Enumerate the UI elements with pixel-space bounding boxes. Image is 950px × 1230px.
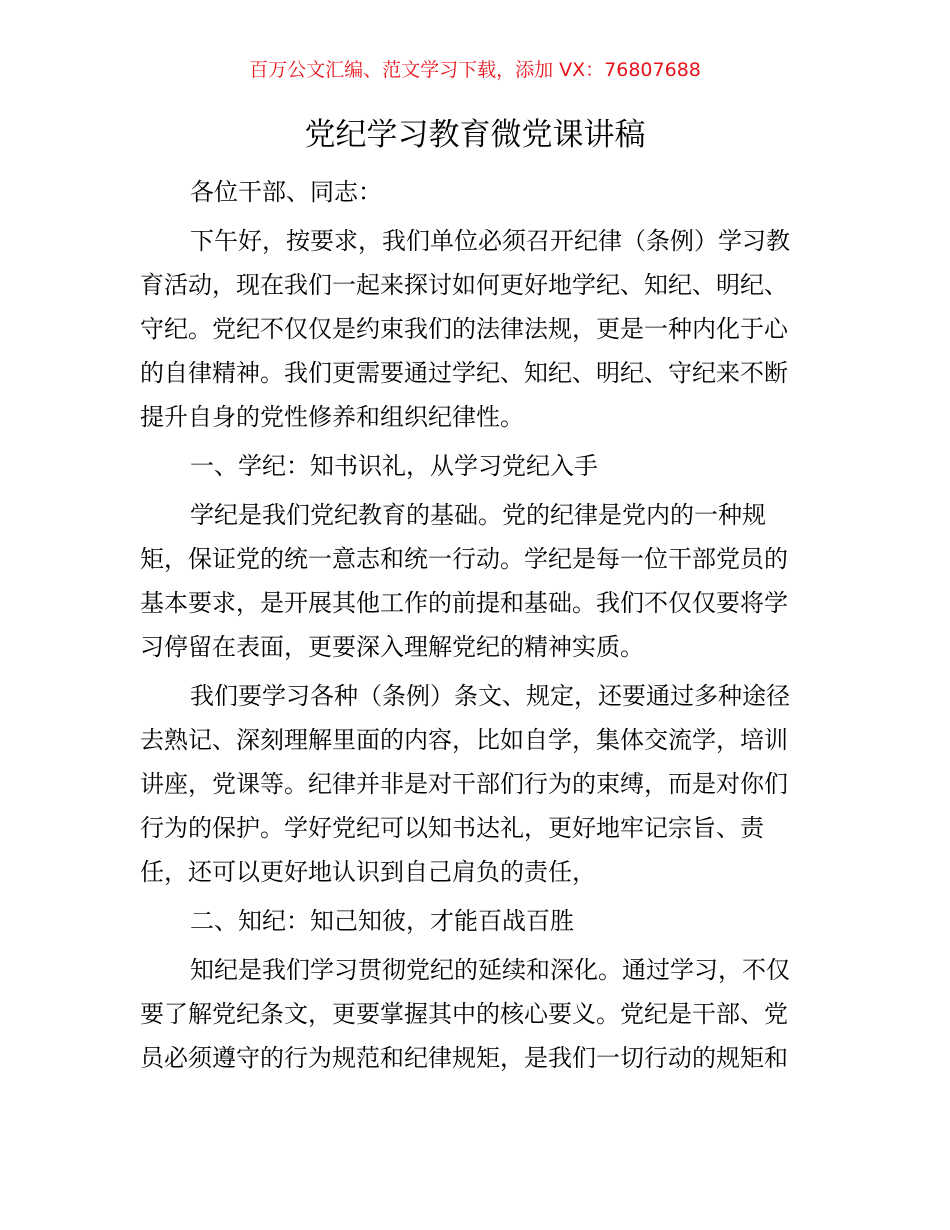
text-line: 各位干部、同志：: [190, 178, 382, 206]
text-line: 讲座，党课等。纪律并非是对干部们行为的束缚，而是对你们: [140, 770, 788, 798]
text-line: 提升自身的党性修养和组织纪律性。: [140, 403, 524, 431]
paragraph: [140, 899, 820, 943]
text-line: 习停留在表面，更要深入理解党纪的精神实质。: [140, 633, 644, 661]
document-body: [140, 170, 820, 1085]
text-line: 的自律精神。我们更需要通过学纪、知纪、明纪、守纪来不断: [140, 359, 788, 387]
text-line: 我们要学习各种（条例）条文、规定，还要通过多种途径: [190, 682, 790, 710]
text-line: 员必须遵守的行为规范和纪律规矩，是我们一切行动的规矩和: [140, 1044, 788, 1072]
paragraph: [140, 493, 820, 669]
watermark-banner: 百万公文汇编、范文学习下载，添加 VX：76807688: [249, 59, 701, 81]
text-line: 下午好，按要求，我们单位必须召开纪律（条例）学习教: [190, 227, 790, 255]
text-line: 去熟记、深刻理解里面的内容，比如自学，集体交流学，培训: [140, 726, 788, 754]
text-line: 一、学纪：知书识礼，从学习党纪入手: [190, 452, 598, 480]
text-line: 行为的保护。学好党纪可以知书达礼，更好地牢记宗旨、责: [140, 814, 764, 842]
text-line: 知纪是我们学习贯彻党纪的延续和深化。通过学习，不仅: [190, 956, 790, 984]
text-line: 守纪。党纪不仅仅是约束我们的法律法规，更是一种内化于心: [140, 315, 788, 343]
paragraph: [140, 170, 820, 214]
text-line: 二、知纪：知己知彼，才能百战百胜: [190, 907, 574, 935]
paragraph: [140, 948, 820, 1080]
text-line: 基本要求，是开展其他工作的前提和基础。我们不仅仅要将学: [140, 589, 788, 617]
text-line: 要了解党纪条文，更要掌握其中的核心要义。党纪是干部、党: [140, 1000, 788, 1028]
text-line: 育活动，现在我们一起来探讨如何更好地学纪、知纪、明纪、: [140, 271, 788, 299]
text-line: 矩，保证党的统一意志和统一行动。学纪是每一位干部党员的: [140, 545, 788, 573]
document-title: 党纪学习教育微党课讲稿: [304, 117, 646, 153]
text-line: 学纪是我们党纪教育的基础。党的纪律是党内的一种规: [190, 501, 766, 529]
paragraph: [140, 674, 820, 894]
paragraph: [140, 219, 820, 439]
paragraph: [140, 444, 820, 488]
text-line: 任，还可以更好地认识到自己肩负的责任，: [140, 858, 596, 886]
